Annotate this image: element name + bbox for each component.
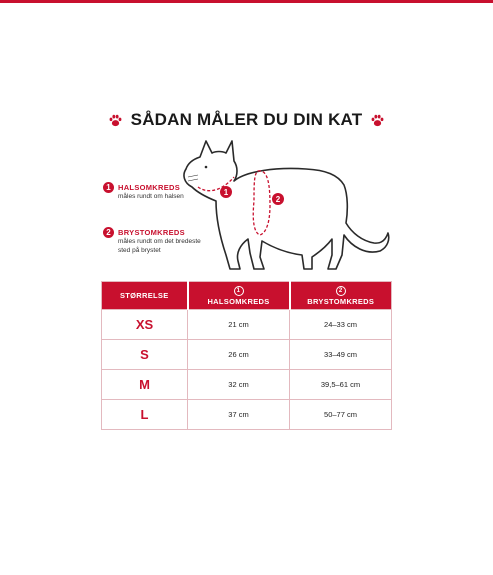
legend-number: 1 [103,182,114,193]
legend-item-chest [103,227,208,255]
table-row [102,340,392,370]
size-cell: L [102,400,188,430]
table-header-row [102,282,392,310]
table-row [102,370,392,400]
chest-cell: 24–33 cm [290,310,392,340]
marker-2 [272,193,284,205]
paw-icon [108,113,123,128]
paw-icon [370,113,385,128]
marker-1 [220,186,232,198]
legend-label: BRYSTOMKREDS [118,228,185,237]
size-cell: XS [102,310,188,340]
chest-cell: 33–49 cm [290,340,392,370]
chest-measure-line [253,171,270,235]
cat-whisker [188,175,198,181]
chest-cell: 50–77 cm [290,400,392,430]
header-number: 2 [336,286,346,296]
header-chest: 2 BRYSTOMKREDS [290,282,392,310]
svg-text:1: 1 [223,188,229,197]
cat-outline [184,141,389,269]
size-table [101,281,392,430]
cat-eye [205,166,208,169]
neck-cell: 32 cm [188,370,290,400]
page-title-text: SÅDAN MÅLER DU DIN KAT [130,110,363,129]
size-cell: M [102,370,188,400]
neck-cell: 21 cm [188,310,290,340]
neck-cell: 26 cm [188,340,290,370]
legend-description: måles rundt om det bredeste sted på brystet [118,238,201,254]
header-neck: 1 HALSOMKREDS [188,282,290,310]
table-row [102,400,392,430]
top-accent-line [0,0,493,3]
legend-number: 2 [103,227,114,238]
header-size: STØRRELSE [102,282,188,310]
table-row [102,310,392,340]
svg-text:2: 2 [275,195,281,204]
chest-cell: 39,5–61 cm [290,370,392,400]
header-number: 1 [234,286,244,296]
legend-label: HALSOMKREDS [118,183,181,192]
legend-description: måles rundt om halsen [118,193,184,200]
page-title [0,110,493,130]
size-cell: S [102,340,188,370]
neck-cell: 37 cm [188,400,290,430]
legend-item-neck [103,182,208,202]
cat-measurement-diagram [176,135,396,275]
